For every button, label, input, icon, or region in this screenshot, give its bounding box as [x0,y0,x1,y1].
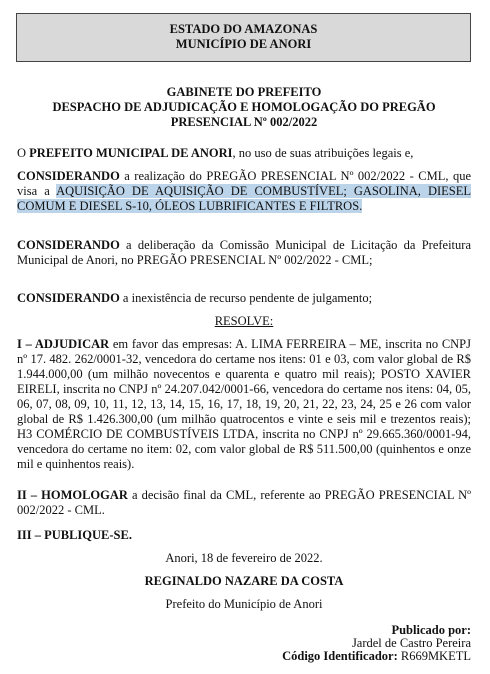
intro-bold: PREFEITO MUNICIPAL DE ANORI [29,146,233,160]
header-box [16,13,471,62]
considerando-2-label: CONSIDERANDO [17,238,120,252]
publication-code-label: Código Identificador: [282,649,398,663]
considerando-1-highlight: AQUISIÇÃO DE AQUISIÇÃO DE COMBUSTÍVEL; GASOLINA, DIESEL COMUM E DIESEL S-10, ÓLEOS LUBRIFICANTES E FILTROS. [17,184,471,213]
considerando-3 [17,291,471,306]
publication-author: Jardel de Castro Pereira [351,636,471,650]
considerando-3-text: a inexistência de recurso pendente de julgamento; [119,291,373,305]
item-adjudicar [17,337,471,472]
considerando-3-label: CONSIDERANDO [17,291,120,305]
considerando-1 [17,169,471,214]
publication-code [17,650,471,663]
signer-role: Prefeito do Município de Anori [165,597,323,611]
item-adjudicar-label: I – ADJUDICAR [17,337,110,351]
publication-label: Publicado por: [391,623,471,637]
publication-info [17,624,471,663]
item-homologar-text: a decisão final da CML, referente ao PREGÃO PRESENCIAL Nº 002/2022 - CML. [17,488,471,517]
publication-code-value: R669MKETL [400,649,471,663]
considerando-1-text: a realização do PREGÃO PRESENCIAL Nº 002/2022 - CML, que visa a [17,169,471,198]
header-municipality: MUNICÍPIO DE ANORI [175,37,312,51]
considerando-2-text: a deliberação da Comissão Municipal de Licitação da Prefeitura Municipal de Anori, no PREGÃO PRESENCIAL Nº 002/2022 - CML; [17,238,471,267]
item-homologar [17,488,471,518]
considerando-2 [17,238,471,268]
resolve-heading: RESOLVE: [214,314,274,328]
title-line-3: PRESENCIAL Nº 002/2022 [170,115,318,129]
header-state: ESTADO DO AMAZONAS [169,22,318,36]
document-title [17,85,471,130]
title-line-2: DESPACHO DE ADJUDICAÇÃO E HOMOLOGAÇÃO DO PREGÃO [52,100,436,114]
intro-prefix: O [17,146,30,160]
title-line-1: GABINETE DO PREFEITO [166,85,322,99]
intro-rest: , no uso de suas atribuições legais e, [232,146,414,160]
date-line: Anori, 18 de fevereiro de 2022. [165,551,323,565]
intro-paragraph [17,146,471,161]
item-adjudicar-text: em favor das empresas: A. LIMA FERREIRA – ME, inscrita no CNPJ nº 17. 482. 262/0001-32, vencedora do certame nos itens: 01 e 03, com valor global de R$ 1.944.000,00 (um milhão novecentos e quarenta e quatro mil reais); POSTO XAVIER EIRELI, inscrita no CNPJ nº 24.207.042/0001-66, vencedora do certame nos itens: 04, 05, 06, 07, 08, 09, 10, 11, 12, 13, 14, 15, 16, 17, 18, 19, 20, 21, 22, 23, 24, 25 e 26 com valor global de R$ 1.426.300,00 (um milhão quatrocentos e vinte e seis mil e trezentos reais); H3 COMÉRCIO DE COMBUSTÍVEIS LTDA, inscrita no CNPJ nº 29.665.360/0001-94, vencedora do certame no item: 02, com valor global de R$ 511.500,00 (quinhentos e onze mil e quinhentos reais). [17,337,471,471]
item-homologar-label: II – HOMOLOGAR [17,488,128,502]
item-publique: III – PUBLIQUE-SE. [17,528,132,542]
signer-name: REGINALDO NAZARE DA COSTA [144,574,344,588]
considerando-1-label: CONSIDERANDO [17,169,120,183]
